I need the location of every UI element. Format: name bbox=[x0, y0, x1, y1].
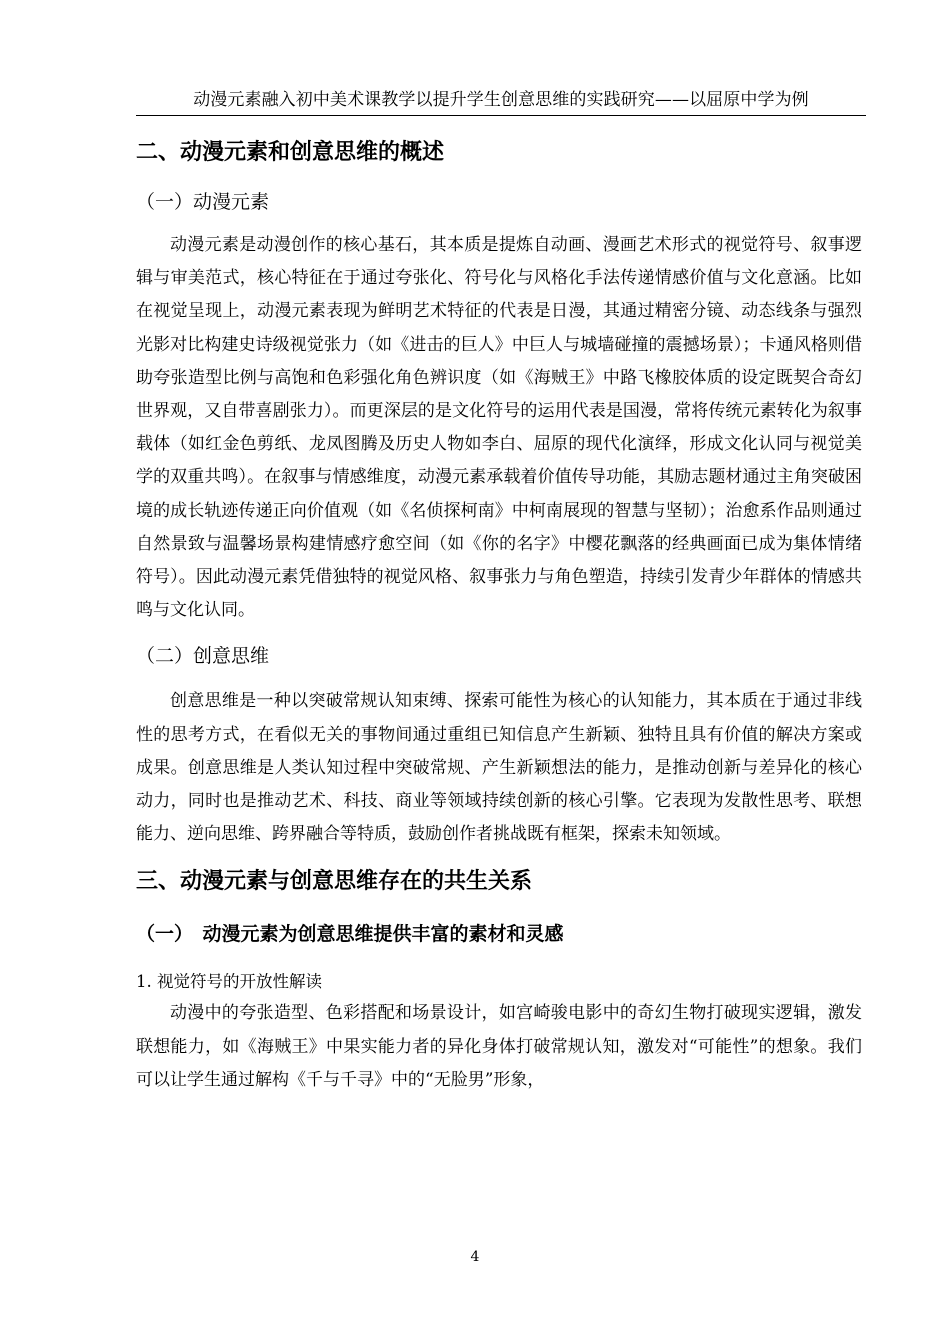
header-rule bbox=[136, 115, 866, 116]
subsection-heading-creative-thinking: （二）创意思维 bbox=[136, 645, 270, 668]
paragraph-anime-elements: 动漫元素是动漫创作的核心基石，其本质是提炼自动画、漫画艺术形式的视觉符号、叙事逻辑与审美范式，核心特征在于通过夸张化、符号化与风格化手法传递情感价值与文化意涵。比如在视觉呈现上，动漫元素表现为鲜明艺术特征的代表是日漫，其通过精密分镜、动态线条与强烈光影对比构建史诗级视觉张力（如《进击的巨人》中巨人与城墙碰撞的震撼场景）；卡通风格则借助夸张造型比例与高饱和色彩强化角色辨识度（如《海贼王》中路飞橡胶体质的设定既契合奇幻世界观，又自带喜剧张力）。而更深层的是文化符号的运用代表是国漫，常将传统元素转化为叙事载体（如红金色剪纸、龙凤图腾及历史人物如李白、屈原的现代化演绎，形成文化认同与视觉美学的双重共鸣）。在叙事与情感维度，动漫元素承载着价值传导功能，其励志题材通过主角突破困境的成长轨迹传递正向价值观（如《名侦探柯南》中柯南展现的智慧与坚韧）；治愈系作品则通过自然景致与温馨场景构建情感疗愈空间（如《你的名字》中樱花飘落的经典画面已成为集体情绪符号）。因此动漫元素凭借独特的视觉风格、叙事张力与角色塑造，持续引发青少年群体的情感共鸣与文化认同。 bbox=[136, 235, 862, 621]
paragraph-visual-symbols: 动漫中的夸张造型、色彩搭配和场景设计，如宫崎骏电影中的奇幻生物打破现实逻辑，激发联想能力，如《海贼王》中果实能力者的异化身体打破常规认知，激发对“可能性”的想象。我们可以让学生通过解构《千与千寻》中的“无脸男”形象， bbox=[136, 1003, 862, 1090]
paragraph-creative-thinking: 创意思维是一种以突破常规认知束缚、探索可能性为核心的认知能力，其本质在于通过非线性的思考方式，在看似无关的事物间通过重组已知信息产生新颖、独特且具有价值的解决方案或成果。创意思维是人类认知过程中突破常规、产生新颖想法的能力，是推动创新与差异化的核心动力，同时也是推动艺术、科技、商业等领域持续创新的核心引擎。它表现为发散性思考、联想能力、逆向思维、跨界融合等特质，鼓励创作者挑战既有框架，探索未知领域。 bbox=[136, 691, 862, 845]
subsection-heading-materials-inspiration: （一） 动漫元素为创意思维提供丰富的素材和灵感 bbox=[136, 923, 564, 946]
section-heading-symbiosis: 三、动漫元素与创意思维存在的共生关系 bbox=[136, 869, 533, 895]
page-number: 4 bbox=[470, 1249, 480, 1265]
document-body bbox=[136, 128, 862, 1097]
subsection-heading-anime-elements: （一）动漫元素 bbox=[136, 191, 270, 213]
running-header: 动漫元素融入初中美术课教学以提升学生创意思维的实践研究——以屈原中学为例 bbox=[193, 90, 809, 110]
section-heading-overview: 二、动漫元素和创意思维的概述 bbox=[136, 140, 445, 165]
numbered-item-title: 1. 视觉符号的开放性解读 bbox=[136, 972, 322, 992]
